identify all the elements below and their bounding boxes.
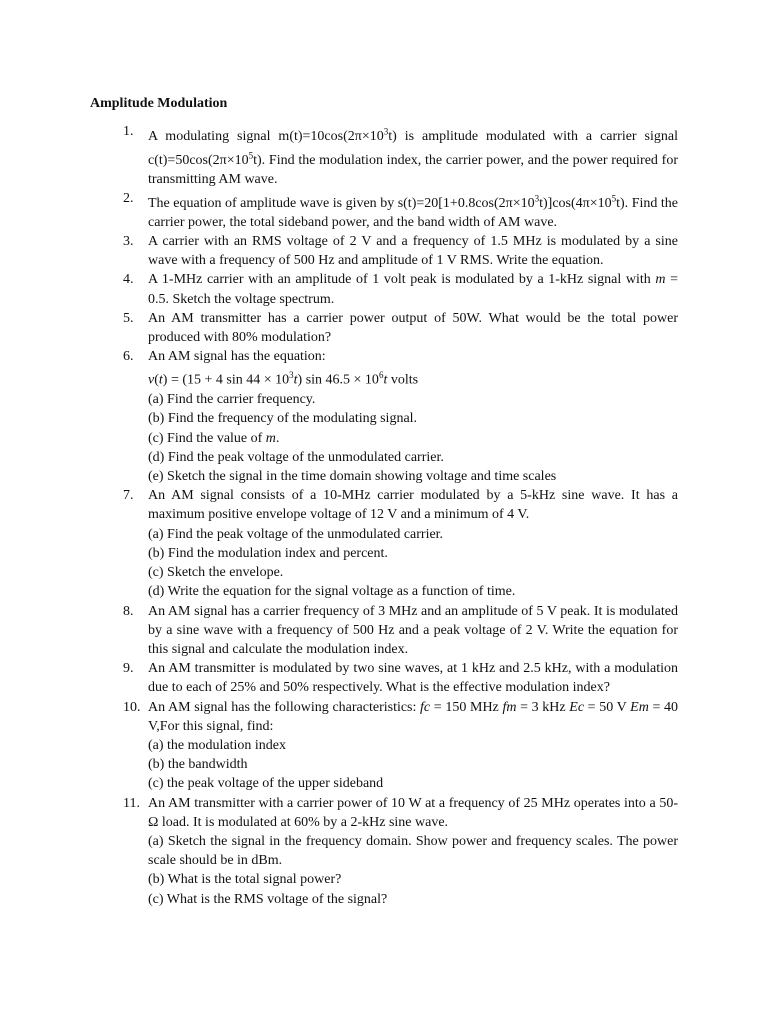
question-text: A carrier with an RMS voltage of 2 V and a frequency of 1.5 MHz is modulated by a sine wave with a frequency of 500 Hz and amplitude of 1 V RMS. Write the equation.	[148, 233, 678, 269]
question-text: The equation of amplitude wave is given by $s(t)=20[1+0.8\cos(2\pi\times 10^3t)]\cos(4\pi\times 10^5t)$. Find the carrier power, the total sideband power, and the band width of AM wave.	[148, 192, 678, 230]
question-item	[123, 309, 678, 347]
question-text: An AM signal has a carrier frequency of 3 MHz and an amplitude of 5 V peak. It is modulated by a sine wave with a frequency of 500 Hz and a peak voltage of 2 V. Write the equation for this signal and calculate the modulation index.	[148, 603, 678, 657]
question-text: An AM signal consists of a 10-MHz carrier modulated by a 5-kHz sine wave. It has a maximum positive envelope voltage of 12 V and a minimum of 4 V. (a) Find the peak voltage of the unmodulated carrier. (b) Find the modulation index and percent. (c) Sketch the envelope. (d) Write the equation for the signal voltage as a function of time.	[148, 488, 678, 600]
question-text: An AM transmitter with a carrier power of 10 W at a frequency of 25 MHz operates into a 50-Ω load. It is modulated at 60% by a 2-kHz sine wave. (a) Sketch the signal in the frequency domain. Show power and frequency scales. The power scale should be in dBm. (b) What is the total signal power? (c) What is the RMS voltage of the signal?	[148, 795, 678, 907]
question-text: A 1-MHz carrier with an amplitude of 1 volt peak is modulated by a 1-kHz signal with m = 0.5. Sketch the voltage spectrum.	[148, 272, 678, 307]
question-number: 5.	[123, 310, 134, 326]
question-item	[123, 232, 678, 270]
question-text: An AM transmitter has a carrier power output of 50W. What would be the total power produced with 80% modulation?	[148, 310, 678, 345]
question-item	[123, 122, 678, 189]
question-item	[123, 189, 678, 232]
question-number: 1.	[123, 124, 134, 139]
question-number: 2.	[123, 190, 134, 206]
question-item	[123, 270, 678, 308]
question-number: 4.	[123, 272, 134, 288]
question-text: An AM signal has the following characteristics: fc = 150 MHz fm = 3 kHz Ec = 50 V Em = 40 V,For this signal, find: (a) the modulation index (b) the bandwidth (c) the peak voltage of the upper sideband	[148, 699, 679, 792]
question-item	[123, 698, 679, 794]
question-text: An AM transmitter is modulated by two sine waves, at 1 kHz and 2.5 kHz, with a modulation due to each of 25% and 50% respectively. What is the effective modulation index?	[148, 661, 678, 696]
question-number: 6.	[123, 349, 134, 365]
page-title: Amplitude Modulation	[90, 96, 228, 111]
question-item	[123, 659, 678, 697]
question-text: An AM signal has the equation: v(t) = (15 + 4 $\sin 44 \times 10^3t$) $\sin 46.5 \times 10^6t$ volts (a) Find the carrier frequency. (b) Find the frequency of the modulating signal. (c) Find the value of m. (d) Find the peak voltage of the unmodulated carrier. (e) Sketch the signal in the time domain showing voltage and time scales	[148, 349, 557, 485]
question-number: 11.	[123, 795, 140, 811]
question-item	[123, 602, 678, 660]
question-number: 8.	[123, 603, 134, 619]
question-list	[123, 122, 679, 909]
question-number: 10.	[123, 699, 141, 715]
question-item	[123, 794, 678, 909]
question-item	[123, 347, 678, 486]
question-number: 9.	[123, 661, 134, 677]
question-item	[123, 486, 678, 601]
question-text: A modulating signal $m(t)=10\cos(2\pi\times 10^3t)$ is amplitude modulated with a carrier signal $c(t)=50\cos(2\pi\times 10^5t)$. Find the modulation index, the carrier power, and the power required for transmitting AM wave.	[148, 126, 678, 187]
question-number: 7.	[123, 488, 134, 504]
question-number: 3.	[123, 233, 134, 249]
